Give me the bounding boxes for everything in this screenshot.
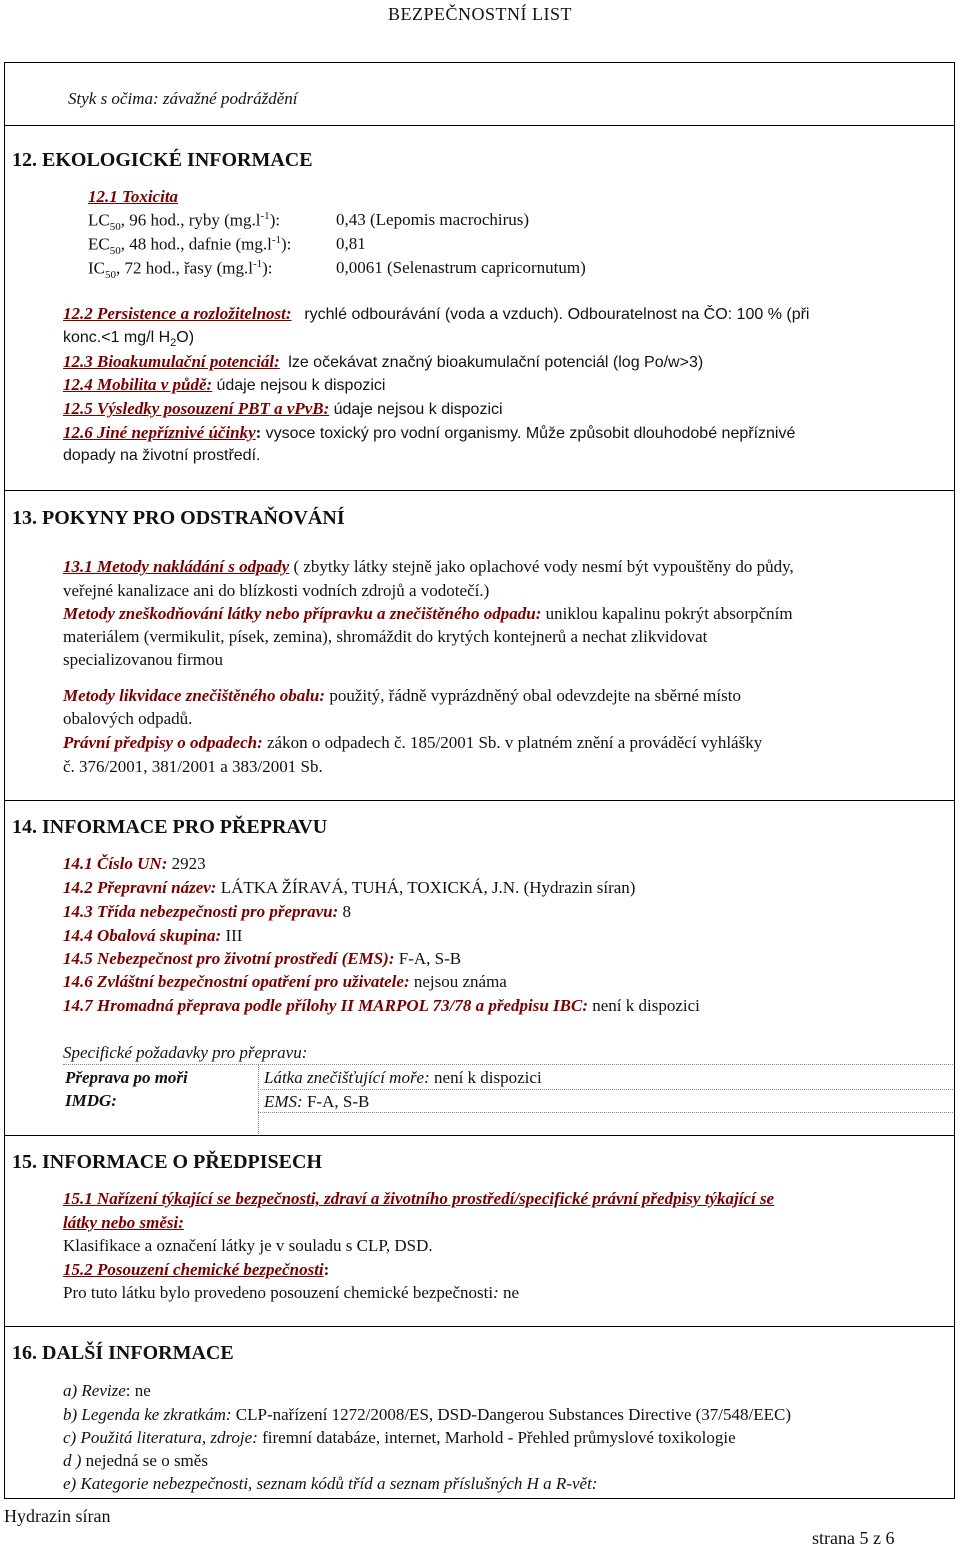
- transport-row-env: 14.5 Nebezpečnost pro životní prostředí (EMS): F-A, S-B: [63, 949, 462, 968]
- section-12-title: 12. EKOLOGICKÉ INFORMACE: [12, 149, 313, 171]
- table-rule: [258, 1089, 953, 1090]
- classification-text: Klasifikace a označení látky je v souladu s CLP, DSD.: [63, 1236, 433, 1255]
- literature-row: c) Použitá literatura, zdroje: firemní databáze, internet, Marhold - Přehled průmyslové toxikologie: [63, 1428, 736, 1447]
- footer-product-name: Hydrazin síran: [4, 1506, 111, 1526]
- persistence-row-2: konc.<1 mg/l $H_2O$): [63, 329, 195, 350]
- divider: [4, 125, 955, 126]
- page-header-title: BEZPEČNOSTNÍ LIST: [388, 4, 572, 24]
- divider: [4, 490, 955, 491]
- ems-row: EMS: F-A, S-B: [264, 1092, 370, 1111]
- waste-methods-row-2: veřejné kanalizace ani do blízkosti vodních zdrojů a vodotečí.): [63, 581, 490, 600]
- safety-assessment-text: Pro tuto látku bylo provedeno posouzení chemické bezpečnosti: ne: [63, 1283, 520, 1302]
- transport-row-packing: 14.4 Obalová skupina: III: [63, 926, 243, 945]
- hazard-categories-row: e) Kategorie nebezpečnosti, seznam kódů tříd a seznam příslušných H a R-vět:: [63, 1474, 598, 1493]
- divider: [4, 1135, 955, 1136]
- packaging-row-2: obalových odpadů.: [63, 709, 193, 728]
- other-effects-row: 12.6 Jiné nepříznivé účinky: vysoce toxický pro vodní organismy. Může způsobit dlouhodobé nepříznivé: [63, 423, 796, 442]
- bioaccumulation-row: 12.3 Bioakumulační potenciál: lze očekávat značný bioakumulační potenciál (log Po/w>3): [63, 352, 704, 371]
- table-rule: [258, 1064, 259, 1134]
- tox-row-ic50: $IC_{50}$, 72 hod., řasy $(mg.l^{-1})$:: [88, 258, 273, 282]
- tox-value-lc50: 0,43 (Lepomis macrochirus): [336, 210, 530, 229]
- tox-row-lc50: $LC_{50}$, 96 hod., ryby $(mg.l^{-1})$:: [88, 210, 281, 234]
- eye-contact-row: [68, 89, 297, 109]
- table-rule: [63, 1064, 953, 1065]
- section-13-title: 13. POKYNY PRO ODSTRAŇOVÁNÍ: [12, 507, 345, 529]
- waste-methods-row: 13.1 Metody nakládání s odpady ( zbytky látky stejně jako oplachové vody nesmí být vypouštěny do půdy,: [63, 557, 794, 576]
- transport-row-marpol: 14.7 Hromadná přeprava podle přílohy II MARPOL 73/78 a předpisu IBC: není k dispozici: [63, 996, 700, 1015]
- disposal-methods-row-2: materiálem (vermikulit, písek, zemina), shromáždit do krytých kontejnerů a nechat zlikvidovat: [63, 627, 708, 646]
- section-15-title: 15. INFORMACE O PŘEDPISECH: [12, 1151, 323, 1173]
- footer-page-number: strana 5 z 6: [812, 1528, 895, 1548]
- revision-row: a) Revize: ne: [63, 1381, 151, 1400]
- eye-contact-value: závažné podráždění: [162, 89, 298, 108]
- mobility-row: 12.4 Mobilita v půdě: údaje nejsou k dispozici: [63, 375, 386, 394]
- regulations-heading-2: látky nebo směsi:: [63, 1213, 184, 1232]
- other-effects-row-2: dopady na životní prostředí.: [63, 447, 261, 464]
- mixture-row: d ) nejedná se o směs: [63, 1451, 208, 1470]
- divider: [4, 800, 955, 801]
- section-16-title: 16. DALŠÍ INFORMACE: [12, 1342, 234, 1364]
- disposal-methods-row-3: specializovanou firmou: [63, 650, 224, 669]
- marine-pollutant-row: Látka znečišťující moře: není k dispozici: [264, 1068, 542, 1087]
- section-14-title: 14. INFORMACE PRO PŘEPRAVU: [12, 816, 328, 838]
- safety-assessment-heading: 15.2 Posouzení chemické bezpečnosti:: [63, 1260, 330, 1279]
- legal-row: Právní předpisy o odpadech: zákon o odpadech č. 185/2001 Sb. v platném znění a prováděcí vyhlášky: [63, 733, 763, 752]
- transport-row-precautions: 14.6 Zvláštní bezpečnostní opatření pro uživatele: nejsou známa: [63, 972, 507, 991]
- disposal-methods-row: Metody zneškodňování látky nebo přípravku a znečištěného odpadu: uniklou kapalinu pokrýt absorpčním: [63, 604, 793, 623]
- abbreviations-row: b) Legenda ke zkratkám: CLP-nařízení 1272/2008/ES, DSD-Dangerou Substances Directive (37/548/EEC): [63, 1405, 792, 1424]
- imdg-label: IMDG:: [65, 1091, 117, 1110]
- table-rule: [258, 1112, 953, 1113]
- toxicity-title: 12.1 Toxicita: [88, 187, 179, 206]
- packaging-row: Metody likvidace znečištěného obalu: použitý, řádně vyprázdněný obal odevzdejte na sběrné místo: [63, 686, 741, 705]
- transport-row-class: 14.3 Třída nebezpečnosti pro přepravu: 8: [63, 902, 352, 921]
- sea-transport-label: Přeprava po moři: [65, 1068, 188, 1087]
- tox-value-ec50: 0,81: [336, 234, 366, 253]
- tox-value-ic50: 0,0061 (Selenastrum capricornutum): [336, 258, 586, 277]
- transport-row-name: 14.2 Přepravní název: LÁTKA ŽÍRAVÁ, TUHÁ, TOXICKÁ, J.N. (Hydrazin síran): [63, 878, 636, 897]
- eye-contact-label: Styk s očima:: [68, 89, 159, 108]
- regulations-heading: 15.1 Nařízení týkající se bezpečnosti, zdraví a životního prostředí/specifické právní předpisy týkající se: [63, 1189, 775, 1208]
- tox-row-ec50: $EC_{50}$, 48 hod., dafnie $(mg.l^{-1})$:: [88, 234, 292, 258]
- legal-row-2: č. 376/2001, 381/2001 a 383/2001 Sb.: [63, 757, 323, 776]
- divider: [4, 1326, 955, 1327]
- transport-row-un: 14.1 Číslo UN: 2923: [63, 854, 206, 873]
- persistence-row: 12.2 Persistence a rozložitelnost: rychlé odbourávání (voda a vzduch). Odbouratelnost na ČO: 100 % (při: [63, 304, 810, 323]
- specific-requirements: Specifické požadavky pro přepravu:: [63, 1043, 308, 1062]
- pbt-row: 12.5 Výsledky posouzení PBT a vPvB: údaje nejsou k dispozici: [63, 399, 503, 418]
